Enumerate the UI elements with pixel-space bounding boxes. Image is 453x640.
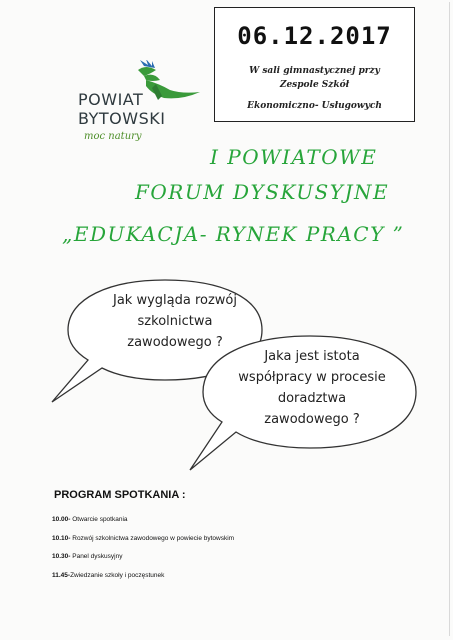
program-item-time: 10.00- — [52, 516, 71, 523]
question-1-line-3: zawodowego ? — [127, 335, 223, 350]
program-item-time: 10.30- — [52, 553, 71, 560]
program-title: PROGRAM SPOTKANIA : — [54, 489, 186, 501]
program-item — [52, 553, 122, 560]
program-item-text: Otwarcie spotkania — [70, 516, 128, 523]
program-item — [52, 535, 234, 542]
question-2-line-1: Jaka jest istota — [264, 349, 360, 364]
title-line-1: I POWIATOWE — [210, 145, 378, 169]
logo-text-bytowski: BYTOWSKI — [78, 109, 166, 128]
venue-line-2: Zespole Szkół — [279, 80, 350, 90]
event-date: 06.12.2017 — [237, 22, 392, 50]
logo-tagline: moc natury — [84, 131, 142, 142]
question-2 — [222, 346, 402, 430]
title-line-3: „EDUKACJA- RYNEK PRACY ” — [62, 222, 405, 246]
question-1-line-2: szkolnictwa — [137, 314, 213, 329]
logo-text-powiat: POWIAT — [78, 90, 144, 109]
question-1 — [95, 290, 255, 353]
question-1-line-1: Jak wygląda rozwój — [112, 293, 237, 308]
program-item-text: Rozwój szkolnictwa zawodowego w powiecie bytowskim — [70, 535, 235, 542]
question-2-line-3: doradztwa — [277, 391, 347, 406]
question-2-line-4: zawodowego ? — [264, 412, 360, 427]
program-item — [52, 516, 128, 523]
venue-line-3: Ekonomiczno- Usługowych — [247, 101, 382, 111]
program-item-time: 11.45- — [52, 572, 71, 579]
program-item — [52, 572, 164, 579]
question-2-line-2: współpracy w procesie — [238, 370, 386, 385]
program-item-text: Panel dyskusyjny — [70, 553, 123, 560]
title-line-2: FORUM DYSKUSYJNE — [135, 180, 390, 204]
program-item-time: 10.10- — [52, 535, 71, 542]
venue-line-1: W sali gimnastycznej przy — [249, 66, 380, 76]
program-item-text: Zwiedzanie szkoły i poczęstunek — [70, 572, 165, 579]
